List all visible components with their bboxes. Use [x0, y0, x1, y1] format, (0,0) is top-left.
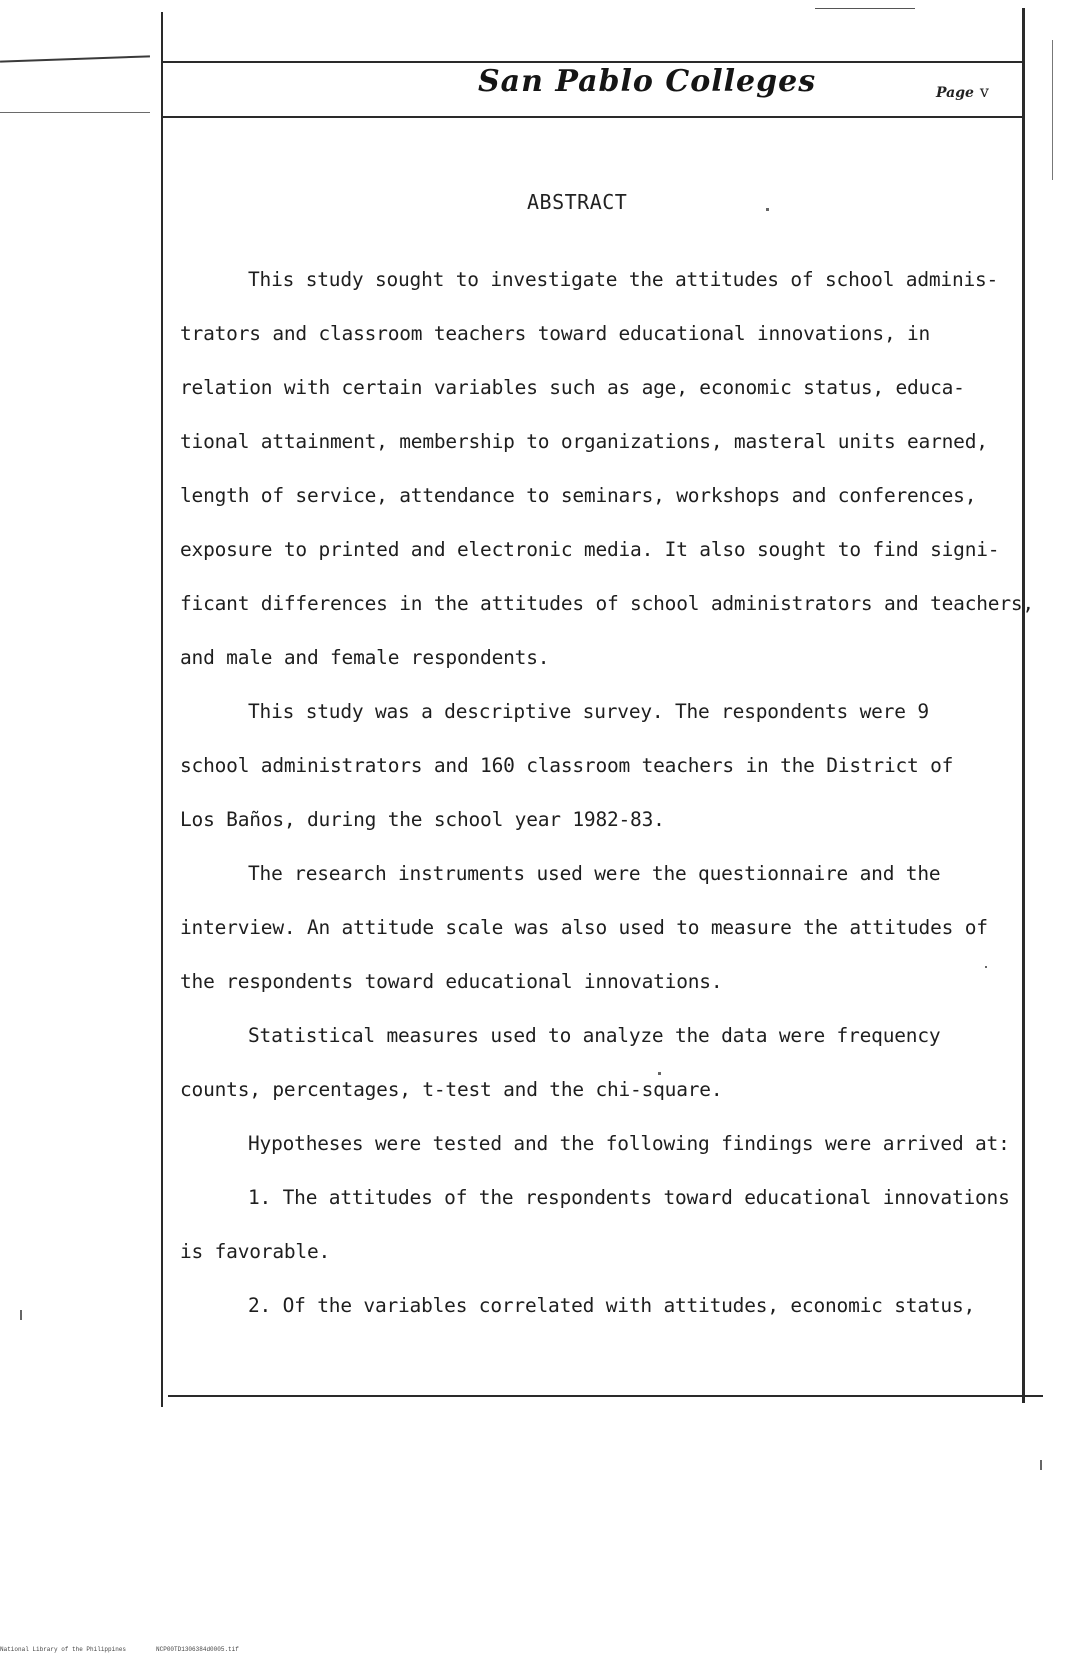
scan-speck	[766, 208, 769, 211]
college-name: San Pablo Colleges	[478, 64, 817, 99]
scan-footer	[0, 1646, 239, 1653]
scan-speck	[20, 1310, 22, 1320]
text-line: counts, percentages, t-test and the chi-square.	[180, 1078, 723, 1101]
text-line: and male and female respondents.	[180, 646, 550, 669]
scan-speck	[985, 966, 987, 968]
scan-edge-line	[0, 112, 150, 113]
scan-speck	[1040, 1460, 1042, 1470]
text-line: This study was a descriptive survey. The respondents were 9	[248, 700, 929, 723]
header-top-rule	[163, 61, 1023, 63]
text-line: the respondents toward educational innovations.	[180, 970, 723, 993]
page-number-value: v	[979, 82, 989, 101]
text-line: Statistical measures used to analyze the data were frequency	[248, 1024, 941, 1047]
text-line: exposure to printed and electronic media. It also sought to find signi-	[180, 538, 1000, 561]
page-label: Page	[936, 85, 974, 101]
page-frame-left-border	[161, 12, 163, 1407]
scan-edge-line	[815, 8, 915, 9]
text-line: tional attainment, membership to organizations, masteral units earned,	[180, 430, 988, 453]
text-line: Hypotheses were tested and the following findings were arrived at:	[248, 1132, 1010, 1155]
scan-speck	[658, 1072, 661, 1075]
scan-edge-line	[1052, 40, 1053, 180]
page-number	[936, 82, 989, 101]
text-line: Los Baños, during the school year 1982-83.	[180, 808, 665, 831]
text-line: trators and classroom teachers toward educational innovations, in	[180, 322, 931, 345]
text-line: This study sought to investigate the attitudes of school adminis-	[248, 268, 999, 291]
page-title: ABSTRACT	[527, 190, 628, 214]
page-frame-right-border	[1022, 8, 1025, 1403]
text-line: is favorable.	[180, 1240, 331, 1263]
text-line: 2. Of the variables correlated with attitudes, economic status,	[248, 1294, 976, 1317]
page-bottom-rule	[168, 1395, 1043, 1397]
footer-library: National Library of the Philippines	[0, 1646, 127, 1653]
header-bottom-rule	[163, 116, 1023, 118]
text-line: school administrators and 160 classroom teachers in the District of	[180, 754, 954, 777]
text-line: interview. An attitude scale was also used to measure the attitudes of	[180, 916, 988, 939]
text-line: ficant differences in the attitudes of school administrators and teachers,	[180, 592, 1034, 615]
text-line: 1. The attitudes of the respondents toward educational innovations	[248, 1186, 1010, 1209]
footer-file: NCP00TD1306384d0005.tif	[156, 1646, 239, 1653]
text-line: length of service, attendance to seminars, workshops and conferences,	[180, 484, 977, 507]
text-line: relation with certain variables such as age, economic status, educa-	[180, 376, 965, 399]
scan-edge-line	[0, 55, 150, 62]
text-line: The research instruments used were the questionnaire and the	[248, 862, 941, 885]
